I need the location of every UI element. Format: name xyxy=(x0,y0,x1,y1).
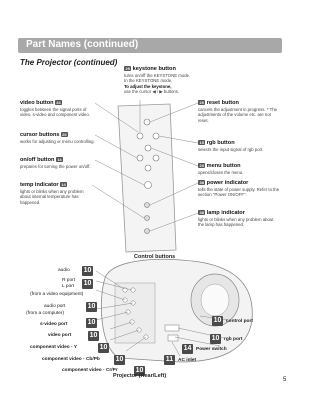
callout-text: toggles between the signal ports of video, s-video and component video. xyxy=(20,106,90,118)
page-ref-badge: 14 xyxy=(61,182,66,188)
page-ref-badge: 38 xyxy=(199,180,204,186)
callout-title: on/off button xyxy=(20,157,55,163)
control-port-ref: 10 xyxy=(213,317,222,324)
callout-text: lights or blinks when any problem about internal temperature has happened. xyxy=(20,188,84,205)
page-subtitle: The Projector (continued) xyxy=(20,58,118,67)
keystone-button-shape xyxy=(137,133,143,139)
page-ref-badge: 33 xyxy=(56,100,61,106)
banner-title: Part Names (continued) xyxy=(26,39,139,50)
on-off-button-shape xyxy=(145,182,152,189)
callout-title: reset button xyxy=(206,100,239,106)
rgb-port-label: rgb port xyxy=(224,337,243,342)
cursor-up-shape xyxy=(145,145,151,151)
control-port-label: control port xyxy=(226,319,253,324)
callout-title: rgb button xyxy=(206,140,235,146)
temp-indicator-shape xyxy=(145,216,150,221)
callout-text: tells the state of power supply. Refer to the section "Power ON/OFF". xyxy=(198,186,280,198)
power-indicator-shape xyxy=(145,203,150,208)
callout-text: selects the input signal of rgb port. xyxy=(198,146,264,152)
callout-text: turns on/off the KEYSTONE mode. xyxy=(124,72,191,78)
page-number: 5 xyxy=(283,377,287,383)
s-video-port-label: s-video port xyxy=(40,322,68,327)
video-ref: 10 xyxy=(89,332,98,339)
reset-button-shape xyxy=(144,119,150,125)
audio-port-ref: 10 xyxy=(87,303,96,310)
callout-text: opens/closes the menu. xyxy=(198,169,244,175)
page-ref-badge: 20 xyxy=(199,163,204,169)
page-ref-badge: 38 xyxy=(199,210,204,216)
callout-text: In the KEYSTONE mode, xyxy=(124,78,173,84)
r-port-ref: 10 xyxy=(83,267,92,274)
l-port-label: L port xyxy=(62,284,75,289)
page-ref-badge: 25 xyxy=(125,66,130,72)
r-port-label: R port xyxy=(62,278,76,283)
callout-text: use the cursor ◀ / ▶ buttons. xyxy=(124,89,180,95)
callout-text: works for adjusting or menu controlling. xyxy=(20,138,95,144)
callout-title: power indicator xyxy=(206,180,249,186)
rear-title: Projector (Rear/Left) xyxy=(113,373,167,379)
callout-text: prepares for turning the power on/off. xyxy=(20,163,91,169)
page-ref-badge: 20 xyxy=(199,100,204,106)
callout-text: lights or blinks when any problem about the lamp has happened. xyxy=(198,216,274,228)
callout-title: keystone button xyxy=(132,66,176,72)
cursor-down-shape xyxy=(145,165,151,171)
callout-title: video button xyxy=(20,100,54,106)
ac-inlet-ref: 11 xyxy=(165,356,174,363)
rgb-port-ref: 10 xyxy=(211,335,220,342)
cursor-left-shape xyxy=(137,155,143,161)
lamp-indicator-shape xyxy=(145,229,150,234)
component-y-label: component video - Y xyxy=(30,345,78,350)
page-ref-badge: 15 xyxy=(199,140,204,146)
s-video-ref: 10 xyxy=(87,319,96,326)
lens-inner xyxy=(201,284,229,316)
control-buttons-title: Control buttons xyxy=(134,254,176,260)
page-ref-badge: 20 xyxy=(62,132,67,138)
component-cb-label: component video - Cb/Pb xyxy=(42,357,100,362)
callout-text: To adjust the keystone, xyxy=(124,83,172,89)
component-cr-ref: 10 xyxy=(135,367,144,374)
audio-port-sub-label: (from a computer) xyxy=(26,311,65,316)
ac-inlet-label: AC inlet xyxy=(178,358,197,363)
callout-title: lamp indicator xyxy=(206,210,245,216)
rgb-button-shape xyxy=(153,133,159,139)
power-switch-label: Power switch xyxy=(196,347,227,352)
component-cr-label: component video - Cr/Pr xyxy=(62,368,118,373)
callout-title: temp indicator xyxy=(20,182,59,188)
callout-text: cancels the adjustment in progress. * The adjustments of the volume etc. are not reset. xyxy=(198,106,277,123)
power-switch-ref: 14 xyxy=(183,345,192,352)
callout-title: cursor buttons xyxy=(20,132,60,138)
cursor-right-shape xyxy=(153,155,159,161)
component-y-ref: 10 xyxy=(99,344,108,351)
video-port-label: video port xyxy=(48,333,72,338)
component-cb-ref: 10 xyxy=(115,356,124,363)
audio-label: audio xyxy=(58,268,70,273)
callout-title: menu button xyxy=(206,163,241,169)
port-panel xyxy=(115,283,155,343)
page-ref-badge: 14 xyxy=(57,157,62,163)
audio-sub-label: (from a video equipment) xyxy=(30,292,84,297)
audio-port-label: audio port xyxy=(44,304,66,309)
l-port-ref: 10 xyxy=(83,280,92,287)
